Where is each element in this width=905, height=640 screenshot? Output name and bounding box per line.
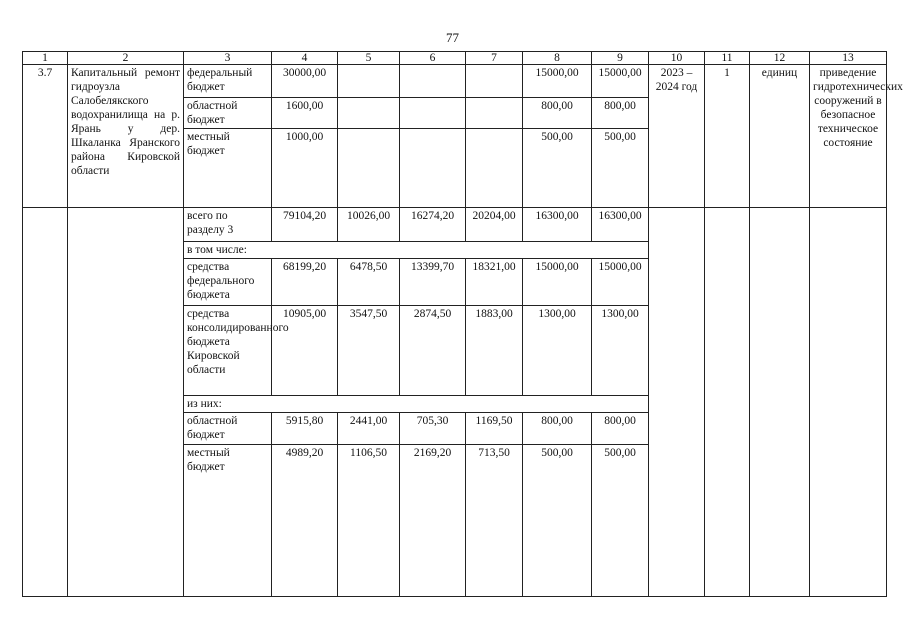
value-cell: 2874,50 (400, 306, 466, 396)
value-cell: 20204,00 (466, 208, 523, 242)
header-cell: 3 (184, 52, 272, 65)
value-cell: 705,30 (400, 413, 466, 445)
value-cell: 500,00 (592, 129, 649, 208)
value-cell (338, 98, 400, 129)
header-cell: 12 (750, 52, 810, 65)
value-cell (400, 98, 466, 129)
value-cell: 1300,00 (592, 306, 649, 396)
value-cell: 713,50 (466, 445, 523, 597)
value-cell: 16300,00 (592, 208, 649, 242)
page-number: 77 (446, 30, 459, 45)
summary-label: средства консолидированного бюджета Кировской области (184, 306, 272, 396)
value-cell (466, 129, 523, 208)
value-cell: 800,00 (523, 98, 592, 129)
header-row (23, 52, 887, 65)
value-cell: 2169,20 (400, 445, 466, 597)
value-cell: 16274,20 (400, 208, 466, 242)
empty-cell (705, 208, 750, 597)
value-cell (466, 98, 523, 129)
funding-source: местный бюджет (184, 129, 272, 208)
value-cell (400, 129, 466, 208)
value-cell: 10905,00 (272, 306, 338, 396)
item-period: 2023 – 2024 год (649, 65, 705, 208)
value-cell: 800,00 (523, 413, 592, 445)
value-cell: 1169,50 (466, 413, 523, 445)
value-cell (400, 65, 466, 98)
value-cell: 18321,00 (466, 259, 523, 306)
item-unit: единиц (750, 65, 810, 208)
empty-cell (810, 208, 887, 597)
value-cell: 10026,00 (338, 208, 400, 242)
header-cell: 5 (338, 52, 400, 65)
table-row (23, 208, 887, 242)
header-cell: 11 (705, 52, 750, 65)
item-number: 3.7 (23, 65, 68, 208)
funding-source: областной бюджет (184, 98, 272, 129)
value-cell (338, 129, 400, 208)
value-cell: 30000,00 (272, 65, 338, 98)
of-which-label: из них: (184, 396, 649, 413)
value-cell: 15000,00 (592, 259, 649, 306)
value-cell: 500,00 (523, 129, 592, 208)
item-result: приведение гидротехнических сооружений в безопасное техническое состояние (810, 65, 887, 208)
funding-source: федеральный бюджет (184, 65, 272, 98)
summary-label: областной бюджет (184, 413, 272, 445)
empty-cell (68, 208, 184, 597)
value-cell: 3547,50 (338, 306, 400, 396)
value-cell (466, 65, 523, 98)
empty-cell (649, 208, 705, 597)
summary-label: всего по разделу 3 (184, 208, 272, 242)
value-cell (338, 65, 400, 98)
header-cell: 4 (272, 52, 338, 65)
value-cell: 6478,50 (338, 259, 400, 306)
item-name: Капитальный ремонт гидроузла Салобелякского водохранилища на р. Ярань у дер. Шкаланка Яранского района Кировской области (68, 65, 184, 208)
value-cell: 500,00 (523, 445, 592, 597)
value-cell: 1883,00 (466, 306, 523, 396)
value-cell: 5915,80 (272, 413, 338, 445)
summary-label: местный бюджет (184, 445, 272, 597)
value-cell: 15000,00 (592, 65, 649, 98)
value-cell: 1300,00 (523, 306, 592, 396)
value-cell: 68199,20 (272, 259, 338, 306)
header-cell: 8 (523, 52, 592, 65)
value-cell: 1106,50 (338, 445, 400, 597)
value-cell: 4989,20 (272, 445, 338, 597)
program-table (22, 51, 903, 597)
value-cell: 800,00 (592, 98, 649, 129)
summary-label: средства федерального бюджета (184, 259, 272, 306)
value-cell: 500,00 (592, 445, 649, 597)
value-cell: 79104,20 (272, 208, 338, 242)
header-cell: 9 (592, 52, 649, 65)
value-cell: 800,00 (592, 413, 649, 445)
value-cell: 16300,00 (523, 208, 592, 242)
header-cell: 6 (400, 52, 466, 65)
including-label: в том числе: (184, 242, 649, 259)
header-cell: 13 (810, 52, 887, 65)
value-cell: 1600,00 (272, 98, 338, 129)
value-cell: 15000,00 (523, 259, 592, 306)
empty-cell (750, 208, 810, 597)
header-cell: 7 (466, 52, 523, 65)
value-cell: 15000,00 (523, 65, 592, 98)
header-cell: 2 (68, 52, 184, 65)
value-cell: 2441,00 (338, 413, 400, 445)
value-cell: 13399,70 (400, 259, 466, 306)
empty-cell (23, 208, 68, 597)
item-quantity: 1 (705, 65, 750, 208)
table-row (23, 65, 887, 98)
value-cell: 1000,00 (272, 129, 338, 208)
header-cell: 1 (23, 52, 68, 65)
header-cell: 10 (649, 52, 705, 65)
